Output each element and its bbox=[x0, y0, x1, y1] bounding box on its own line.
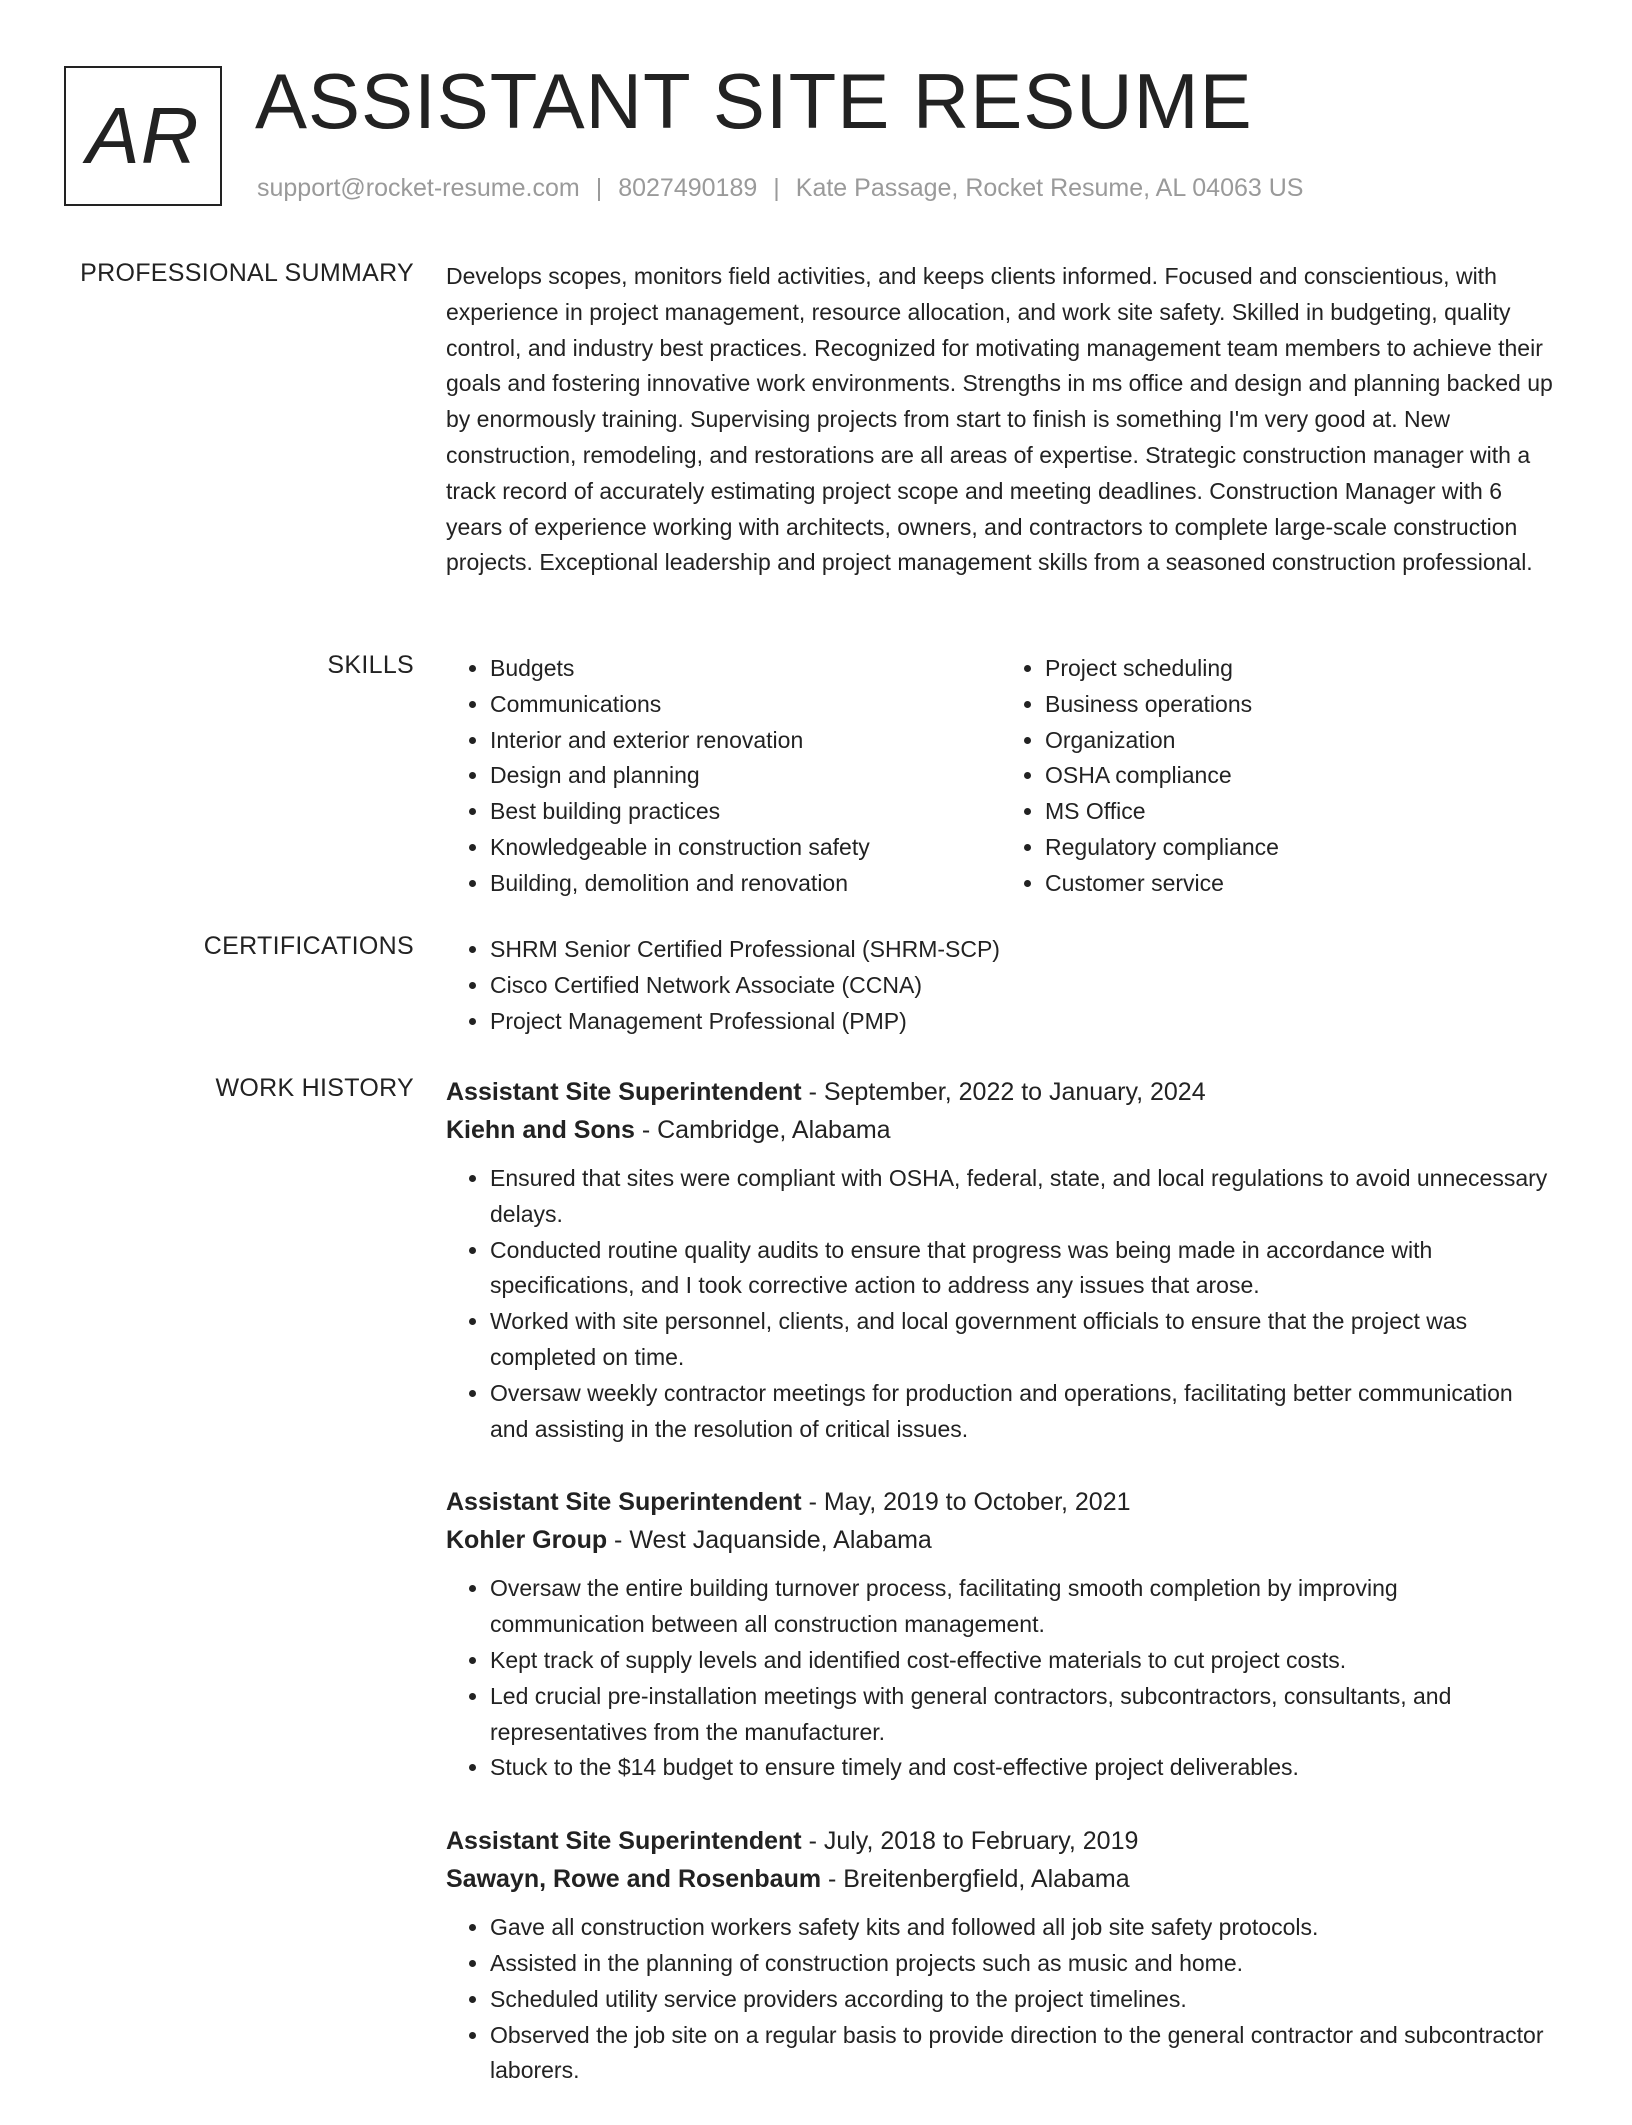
list-item: • Customer service bbox=[1045, 866, 1556, 902]
skills-list-left bbox=[446, 651, 1001, 902]
summary-text: Develops scopes, monitors field activities, and keeps clients informed. Focused and conscientious, with experience in project management, resource allocation, and work site safety. Skilled in budgeting, quality control, and industry best practices. Recognized for motivating management team members to achieve their goals and fostering innovative work environments. Strengths in ms office and design and planning backed up by enormously training. Supervising projects from start to finish is something I'm very good at. New construction, remodeling, and restorations are all areas of expertise. Strategic construction manager with a track record of accurately estimating project scope and meeting deadlines. Construction Manager with 6 years of experience working with architects, owners, and contractors to complete large-scale construction projects. Exceptional leadership and project management skills from a seasoned construction professional. bbox=[446, 263, 1553, 576]
job-role: Assistant Site Superintendent bbox=[446, 1488, 802, 1517]
job-company-line bbox=[446, 1521, 1556, 1559]
job-location: - West Jaquanside, Alabama bbox=[607, 1526, 932, 1555]
monogram-badge: AR bbox=[64, 66, 222, 206]
list-item: • Gave all construction workers safety kits and followed all job site safety protocols. bbox=[490, 1910, 1556, 1946]
skills-list-right bbox=[1001, 651, 1556, 902]
list-item: • Budgets bbox=[490, 651, 1001, 687]
list-item: • Knowledgeable in construction safety bbox=[490, 830, 1001, 866]
contact-line bbox=[257, 174, 1303, 203]
job-title-line bbox=[446, 1483, 1556, 1521]
list-item: • Worked with site personnel, clients, and local government officials to ensure that the project was completed on time. bbox=[490, 1304, 1556, 1376]
job-dates: - May, 2019 to October, 2021 bbox=[801, 1488, 1131, 1517]
job-title-line bbox=[446, 1073, 1556, 1111]
certifications-list bbox=[446, 932, 1556, 1039]
email-text: support@rocket-resume.com bbox=[257, 174, 580, 202]
work-history-body bbox=[446, 1073, 1556, 2125]
section-title-work-history: WORK HISTORY bbox=[215, 1074, 414, 1102]
section-title-summary: PROFESSIONAL SUMMARY bbox=[80, 259, 414, 287]
list-item: • Design and planning bbox=[490, 758, 1001, 794]
section-title-skills: SKILLS bbox=[327, 651, 414, 679]
job-company-line bbox=[446, 1111, 1556, 1149]
job-entry bbox=[446, 1073, 1556, 1447]
job-location: - Cambridge, Alabama bbox=[634, 1116, 891, 1144]
job-duties bbox=[446, 1910, 1556, 2089]
list-item: • Project scheduling bbox=[1045, 651, 1556, 687]
job-dates: - September, 2022 to January, 2024 bbox=[801, 1078, 1206, 1106]
list-item: • Building, demolition and renovation bbox=[490, 866, 1001, 902]
list-item: • Observed the job site on a regular basis to provide direction to the general contractor and subcontractor laborers. bbox=[490, 2018, 1556, 2090]
list-item: • Interior and exterior renovation bbox=[490, 723, 1001, 759]
skills-body bbox=[446, 651, 1556, 902]
list-item: • Best building practices bbox=[490, 794, 1001, 830]
job-company: Sawayn, Rowe and Rosenbaum bbox=[446, 1865, 822, 1894]
job-duties bbox=[446, 1571, 1556, 1786]
list-item: • Led crucial pre-installation meetings with general contractors, subcontractors, consultants, and representatives from the manufacturer. bbox=[490, 1679, 1556, 1751]
summary-body bbox=[446, 259, 1556, 581]
job-company-line bbox=[446, 1860, 1556, 1898]
job-role: Assistant Site Superintendent bbox=[446, 1078, 802, 1106]
address-text: Kate Passage, Rocket Resume, AL 04063 US bbox=[795, 174, 1304, 202]
list-item: • Stuck to the $14 budget to ensure timely and cost-effective project deliverables. bbox=[490, 1750, 1556, 1786]
section-title-certifications: CERTIFICATIONS bbox=[203, 932, 414, 960]
list-item: • Cisco Certified Network Associate (CCNA) bbox=[490, 968, 1556, 1004]
list-item: • Organization bbox=[1045, 723, 1556, 759]
job-entry bbox=[446, 1822, 1556, 2089]
list-item: • Oversaw weekly contractor meetings for production and operations, facilitating better communication and assisting in the resolution of critical issues. bbox=[490, 1376, 1556, 1448]
list-item: • Business operations bbox=[1045, 687, 1556, 723]
separator: | bbox=[595, 174, 603, 202]
list-item: • Communications bbox=[490, 687, 1001, 723]
job-company: Kiehn and Sons bbox=[446, 1116, 635, 1144]
list-item: • SHRM Senior Certified Professional (SHRM-SCP) bbox=[490, 932, 1556, 968]
list-item: • MS Office bbox=[1045, 794, 1556, 830]
list-item: • Oversaw the entire building turnover process, facilitating smooth completion by improving communication between all construction management. bbox=[490, 1571, 1556, 1643]
job-dates: - July, 2018 to February, 2019 bbox=[801, 1827, 1139, 1856]
list-item: • Assisted in the planning of construction projects such as music and home. bbox=[490, 1946, 1556, 1982]
job-title-line bbox=[446, 1822, 1556, 1860]
list-item: • Project Management Professional (PMP) bbox=[490, 1004, 1556, 1040]
list-item: • Scheduled utility service providers according to the project timelines. bbox=[490, 1982, 1556, 2018]
job-location: - Breitenbergfield, Alabama bbox=[821, 1865, 1130, 1894]
list-item: • Ensured that sites were compliant with OSHA, federal, state, and local regulations to avoid unnecessary delays. bbox=[490, 1161, 1556, 1233]
phone-text: 8027490189 bbox=[618, 174, 758, 202]
separator: | bbox=[773, 174, 780, 202]
job-role: Assistant Site Superintendent bbox=[446, 1827, 802, 1856]
list-item: • Conducted routine quality audits to ensure that progress was being made in accordance with specifications, and I took corrective action to address any issues that arose. bbox=[490, 1233, 1556, 1305]
resume-title: ASSISTANT SITE RESUME bbox=[255, 57, 1253, 145]
list-item: • Kept track of supply levels and identified cost-effective materials to cut project costs. bbox=[490, 1643, 1556, 1679]
job-duties bbox=[446, 1161, 1556, 1447]
job-company: Kohler Group bbox=[446, 1526, 608, 1555]
job-entry bbox=[446, 1483, 1556, 1786]
list-item: • Regulatory compliance bbox=[1045, 830, 1556, 866]
certifications-body bbox=[446, 932, 1556, 1039]
list-item: • OSHA compliance bbox=[1045, 758, 1556, 794]
